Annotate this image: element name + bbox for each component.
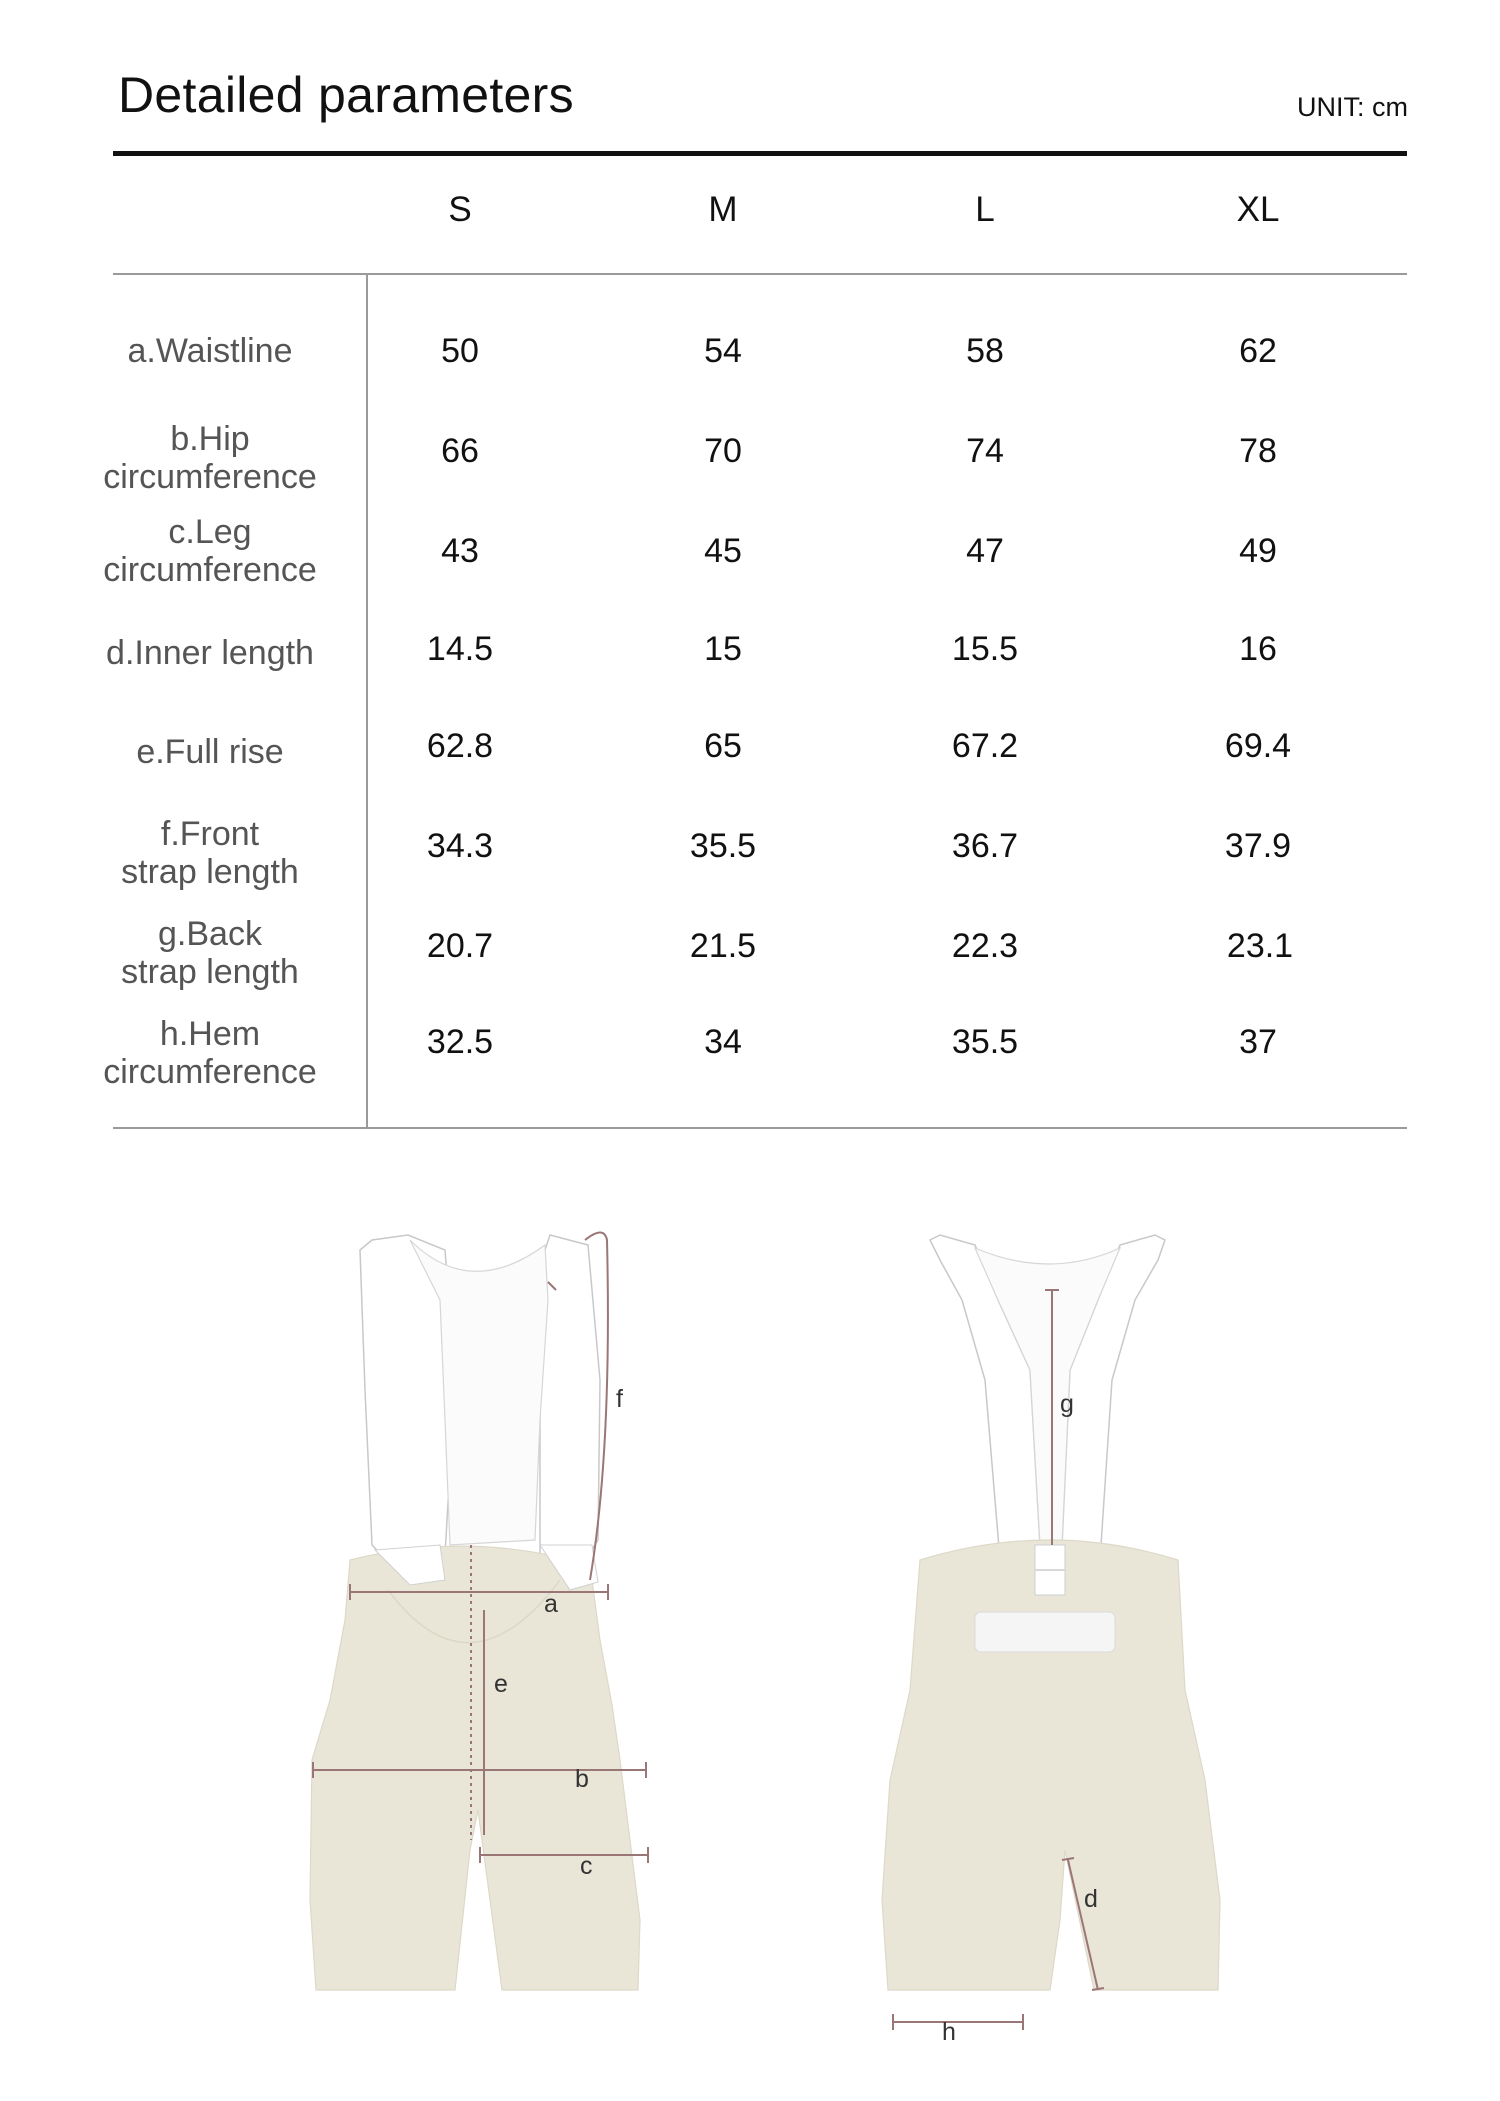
column-header-l: L [975, 190, 995, 229]
table-cell: 32.5 [426, 1023, 494, 1061]
table-cell: 62 [1239, 332, 1277, 370]
measure-label-h: h [942, 2018, 956, 2046]
table-cell: 23.1 [1226, 927, 1294, 965]
table-cell: 69.4 [1224, 727, 1292, 765]
table-cell: 34 [704, 1023, 742, 1061]
table-cell: 21.5 [689, 927, 757, 965]
table-cell: 37.9 [1224, 827, 1292, 865]
row-label-hem: h.Hem circumference [103, 1015, 317, 1091]
row-label-full-rise: e.Full rise [136, 733, 284, 771]
measure-label-e: e [494, 1670, 508, 1698]
measure-label-a: a [544, 1590, 558, 1618]
page-title: Detailed parameters [118, 67, 574, 123]
table-cell: 62.8 [426, 727, 494, 765]
table-cell: 54 [704, 332, 742, 370]
row-label-leg: c.Leg circumference [103, 513, 317, 589]
table-cell: 37 [1239, 1023, 1277, 1061]
table-cell: 65 [704, 727, 742, 765]
table-cell: 58 [966, 332, 1004, 370]
table-cell: 34.3 [426, 827, 494, 865]
unit-label: UNIT: cm [1297, 92, 1408, 122]
row-label-waistline: a.Waistline [127, 332, 293, 370]
measure-label-f: f [616, 1385, 623, 1413]
column-header-m: M [708, 190, 738, 229]
table-cell: 36.7 [951, 827, 1019, 865]
table-cell: 35.5 [689, 827, 757, 865]
table-cell: 22.3 [951, 927, 1019, 965]
table-cell: 50 [441, 332, 479, 370]
measure-label-b: b [575, 1765, 589, 1793]
table-cell: 78 [1239, 432, 1277, 470]
table-cell: 15.5 [951, 630, 1019, 668]
table-cell: 43 [441, 532, 479, 570]
measure-label-g: g [1060, 1390, 1074, 1418]
table-cell: 15 [704, 630, 742, 668]
column-header-xl: XL [1236, 190, 1280, 229]
table-cell: 47 [966, 532, 1004, 570]
table-cell: 45 [704, 532, 742, 570]
table-cell: 67.2 [951, 727, 1019, 765]
table-cell: 20.7 [426, 927, 494, 965]
table-cell: 74 [966, 432, 1004, 470]
measure-label-d: d [1084, 1885, 1098, 1913]
table-cell: 35.5 [951, 1023, 1019, 1061]
row-label-inner-length: d.Inner length [106, 634, 314, 672]
table-cell: 70 [704, 432, 742, 470]
table-cell: 16 [1239, 630, 1277, 668]
row-label-front-strap: f.Front strap length [121, 815, 299, 891]
table-cell: 14.5 [426, 630, 494, 668]
table-cell: 49 [1239, 532, 1277, 570]
row-label-back-strap: g.Back strap length [121, 915, 299, 991]
measure-label-c: c [580, 1852, 593, 1880]
column-header-s: S [448, 190, 472, 229]
table-cell: 66 [441, 432, 479, 470]
row-label-hip: b.Hip circumference [103, 420, 317, 496]
